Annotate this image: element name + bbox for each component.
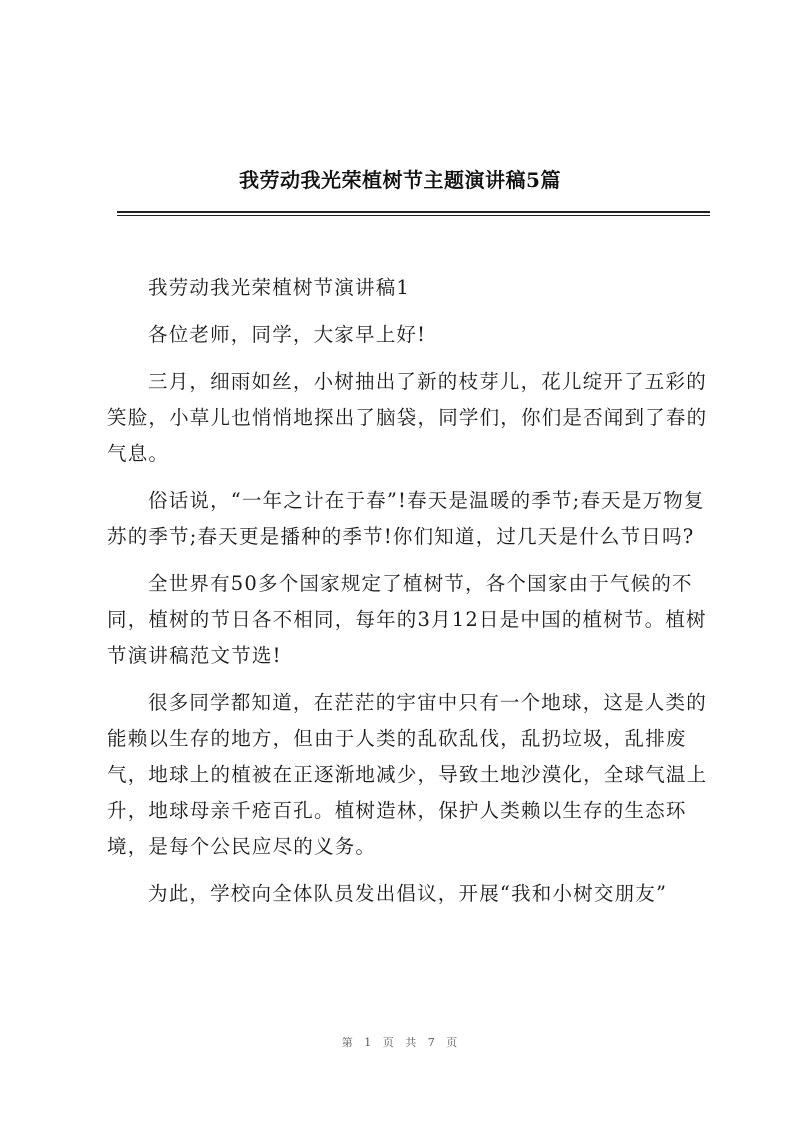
- paragraph: 各位老师，同学，大家早上好!: [148, 323, 427, 346]
- document-body: [107, 270, 717, 923]
- title-divider: [117, 211, 710, 216]
- paragraph: 三月，细雨如丝，小树抽出了新的枝芽儿，花儿绽开了五彩的笑脸，小草儿也悄悄地探出了脑袋，同学们，你们是否闻到了春的气息。: [107, 370, 708, 465]
- paragraph: 很多同学都知道，在茫茫的宇宙中只有一个地球，这是人类的能赖以生存的地方，但由于人类的乱砍乱伐，乱扔垃圾，乱排废气，地球上的植被在正逐渐地减少，导致土地沙漠化，全球气温上升，地球母亲千疮百孔。植树造林，保护人类赖以生存的生态环境，是每个公民应尽的义务。: [107, 691, 708, 858]
- paragraph: 全世界有50多个国家规定了植树节，各个国家由于气候的不同，植树的节日各不相同，每年的3月12日是中国的植树节。植树节演讲稿范文节选!: [107, 572, 707, 667]
- paragraph: 俗话说，“一年之计在于春”!春天是温暖的季节;春天是万物复苏的季节;春天更是播种的季节!你们知道，过几天是什么节日吗?: [107, 489, 705, 548]
- page-footer: 第 1 页 共 7 页: [341, 1036, 459, 1049]
- paragraph: 为此，学校向全体队员发出倡议，开展“我和小树交朋友”: [148, 882, 668, 905]
- paragraph-heading: 我劳动我光荣植树节演讲稿1: [148, 276, 411, 299]
- document-title: 我劳动我光荣植树节主题演讲稿5篇: [239, 168, 561, 192]
